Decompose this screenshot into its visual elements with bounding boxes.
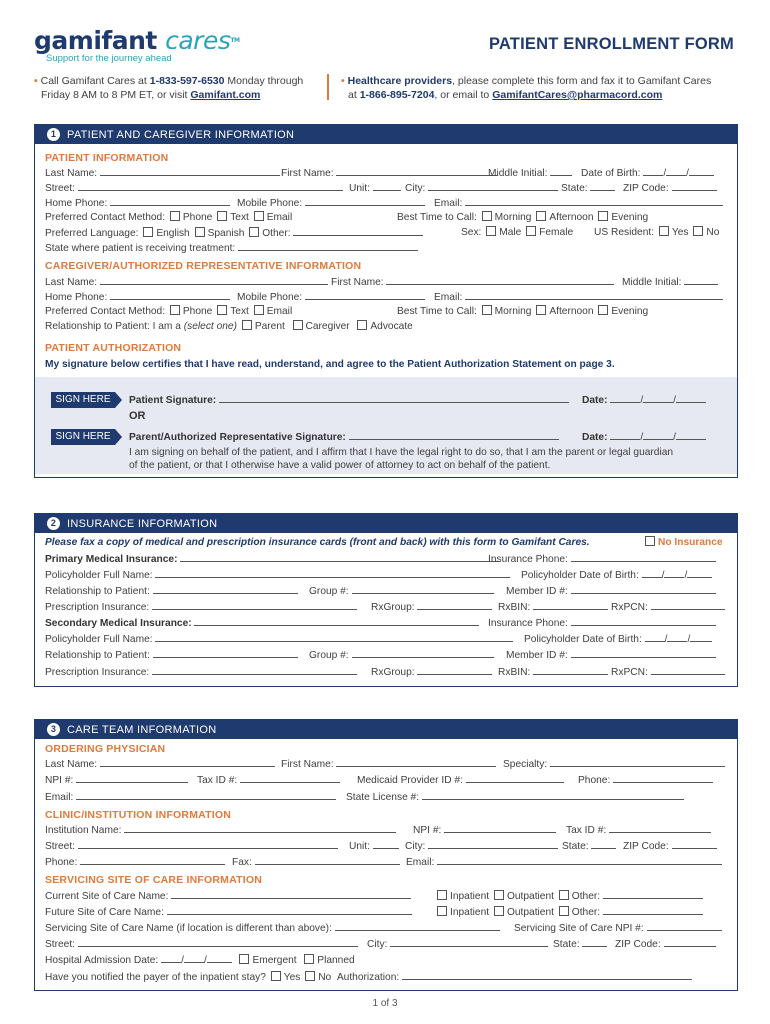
institution-phone-field[interactable]: [80, 855, 225, 865]
cg-contact-phone-checkbox[interactable]: [170, 305, 180, 315]
secondary-medical-row: Secondary Medical Insurance: Insurance Phone:: [45, 616, 727, 630]
caregiver-home-phone-field[interactable]: [110, 290, 230, 300]
patient-sig-month[interactable]: [610, 393, 640, 403]
secondary-rx-insurance-field[interactable]: [152, 665, 357, 675]
physician-email-field[interactable]: [76, 790, 336, 800]
current-site-field[interactable]: [171, 889, 411, 899]
caregiver-first-name-field[interactable]: [386, 275, 614, 285]
primary-policyholder-row: Policyholder Full Name: Policyholder Date of Birth: / /: [45, 568, 727, 582]
future-other-field[interactable]: [603, 905, 703, 915]
primary-rx-row: Prescription Insurance: RxGroup: RxBIN: RxPCN:: [45, 600, 727, 614]
us-resident-no-checkbox[interactable]: [693, 226, 703, 236]
future-site-field[interactable]: [167, 905, 412, 915]
secondary-rxbin-field[interactable]: [533, 665, 608, 675]
physician-name-row: Last Name: First Name: Specialty:: [45, 757, 727, 771]
patient-sig-year[interactable]: [676, 393, 706, 403]
authorization-field[interactable]: [402, 970, 692, 980]
institution-zip-field[interactable]: [672, 839, 717, 849]
institution-npi-field[interactable]: [444, 823, 556, 833]
caregiver-phone-row: Home Phone: Mobile Phone: Email:: [45, 290, 727, 304]
no-insurance-checkbox[interactable]: [645, 536, 655, 546]
signature-band: [35, 377, 737, 474]
physician-first-name-field[interactable]: [336, 757, 496, 767]
physician-tax-id-field[interactable]: [240, 773, 340, 783]
primary-medical-row: Primary Medical Insurance: Insurance Phone:: [45, 552, 727, 566]
primary-rxbin-field[interactable]: [533, 600, 608, 610]
logo-tagline: Support for the journey ahead: [46, 53, 172, 64]
primary-relationship-row: Relationship to Patient: Group #: Member ID #:: [45, 584, 727, 598]
rel-advocate-checkbox[interactable]: [357, 320, 367, 330]
primary-ph-dob-month[interactable]: [642, 568, 662, 578]
future-site-row: Future Site of Care Name: Inpatient Outpatient Other:: [45, 905, 727, 919]
contact-email-checkbox[interactable]: [254, 211, 264, 221]
lang-spanish-checkbox[interactable]: [195, 227, 205, 237]
fax-note-row: Please fax a copy of medical and prescription insurance cards (front and back) with this form to Gamifant Cares. No Insurance: [45, 537, 723, 548]
physician-state-license-field[interactable]: [422, 790, 684, 800]
current-other-checkbox[interactable]: [559, 890, 569, 900]
sign-here-tab-parent: SIGN HERE: [51, 429, 115, 445]
parent-sig-year[interactable]: [676, 430, 706, 440]
secondary-member-id-field[interactable]: [571, 648, 716, 658]
authorization-statement: My signature below certifies that I have read, understand, and agree to the Patient Authorization Statement on page 3.: [45, 359, 615, 370]
patient-phone-row: Home Phone: Mobile Phone: Email:: [45, 196, 727, 210]
payer-notified-yes-checkbox[interactable]: [271, 971, 281, 981]
dob-day[interactable]: [666, 166, 686, 176]
cg-contact-email-checkbox[interactable]: [254, 305, 264, 315]
patient-info-heading: PATIENT INFORMATION: [45, 152, 169, 164]
logo-wordmark: gamifant cares™: [34, 26, 240, 55]
patient-name-row: Last Name: First Name: Middle Initial: Date of Birth: / /: [45, 166, 727, 180]
secondary-ph-dob-year[interactable]: [690, 632, 712, 642]
current-outpatient-checkbox[interactable]: [494, 890, 504, 900]
primary-rxpcn-field[interactable]: [651, 600, 725, 610]
parent-sig-month[interactable]: [610, 430, 640, 440]
emergent-checkbox[interactable]: [239, 954, 249, 964]
call-morning-checkbox[interactable]: [482, 211, 492, 221]
physician-ids-row: NPI #: Tax ID #: Medicaid Provider ID #: Phone:: [45, 773, 727, 787]
caregiver-email-field[interactable]: [465, 290, 723, 300]
section-care-team: [34, 719, 738, 991]
last-name-field[interactable]: [100, 166, 280, 176]
email-link[interactable]: GamifantCares@pharmacord.com: [492, 89, 663, 101]
secondary-medical-field[interactable]: [194, 616, 479, 626]
cg-contact-text-checkbox[interactable]: [217, 305, 227, 315]
treatment-state-field[interactable]: [238, 241, 418, 251]
servicing-site-name-field[interactable]: [335, 921, 500, 931]
dob-year[interactable]: [689, 166, 714, 176]
secondary-ph-dob-day[interactable]: [667, 632, 687, 642]
servicing-address-row: Street: City: State: ZIP Code:: [45, 937, 727, 951]
state-field[interactable]: [590, 181, 615, 191]
planned-checkbox[interactable]: [304, 954, 314, 964]
institution-email-field[interactable]: [437, 855, 722, 865]
admission-day[interactable]: [184, 953, 204, 963]
contact-phone-checkbox[interactable]: [170, 211, 180, 221]
dob-month[interactable]: [643, 166, 663, 176]
contact-text-checkbox[interactable]: [217, 211, 227, 221]
secondary-relationship-field[interactable]: [153, 648, 298, 658]
caregiver-heading: CAREGIVER/AUTHORIZED REPRESENTATIVE INFORMATION: [45, 260, 362, 272]
zip-field[interactable]: [672, 181, 717, 191]
primary-relationship-field[interactable]: [153, 584, 298, 594]
lang-other-checkbox[interactable]: [249, 227, 259, 237]
servicing-zip-field[interactable]: [664, 937, 716, 947]
payer-notified-row: Have you notified the payer of the inpatient stay? Yes No Authorization:: [45, 970, 727, 984]
header-divider: [327, 74, 329, 100]
call-callout: • Call Gamifant Cares at 1-833-597-6530 Monday through Friday 8 AM to 8 PM ET, or visit Gamifant.com: [34, 75, 304, 101]
secondary-rxgroup-field[interactable]: [417, 665, 492, 675]
city-field[interactable]: [428, 181, 558, 191]
institution-tax-id-field[interactable]: [609, 823, 711, 833]
home-phone-field[interactable]: [110, 196, 230, 206]
patient-address-row: Street: Unit: City: State: ZIP Code:: [45, 181, 727, 195]
primary-ph-dob-day[interactable]: [664, 568, 684, 578]
secondary-ph-dob-month[interactable]: [645, 632, 665, 642]
institution-unit-field[interactable]: [373, 839, 399, 849]
hcp-callout: • Healthcare providers, please complete this form and fax it to Gamifant Cares at 1-866-895-7204, or email to GamifantCares@pharmacord.com: [341, 75, 712, 101]
secondary-rx-row: Prescription Insurance: RxGroup: RxBIN: RxPCN:: [45, 665, 727, 679]
servicing-name-row: Servicing Site of Care Name (if location is different than above): Servicing Site of Care NPI #:: [45, 921, 727, 935]
section-patient-caregiver: [34, 124, 738, 478]
secondary-relationship-row: Relationship to Patient: Group #: Member ID #:: [45, 648, 727, 662]
parent-signature-field[interactable]: [349, 430, 559, 440]
gamifant-link[interactable]: Gamifant.com: [190, 89, 261, 101]
institution-phone-row: Phone: Fax: Email:: [45, 855, 727, 869]
primary-rx-insurance-field[interactable]: [152, 600, 357, 610]
future-other-checkbox[interactable]: [559, 906, 569, 916]
unit-field[interactable]: [373, 181, 401, 191]
institution-state-field[interactable]: [591, 839, 616, 849]
sex-female-checkbox[interactable]: [526, 226, 536, 236]
clinic-heading: CLINIC/INSTITUTION INFORMATION: [45, 809, 232, 821]
sex-male-checkbox[interactable]: [486, 226, 496, 236]
cg-call-morning-checkbox[interactable]: [482, 305, 492, 315]
first-name-field[interactable]: [336, 166, 498, 176]
current-inpatient-checkbox[interactable]: [437, 890, 447, 900]
caregiver-relationship-row: Relationship to Patient: I am a (select one) Parent Caregiver Advocate: [45, 321, 413, 332]
section2-header: 2 INSURANCE INFORMATION: [35, 514, 737, 533]
cg-call-evening-checkbox[interactable]: [598, 305, 608, 315]
affirmation-line-1: I am signing on behalf of the patient, and I affirm that I have the legal right to do so, that I am the parent or legal guardian: [129, 447, 674, 458]
institution-street-field[interactable]: [78, 839, 338, 849]
mobile-phone-field[interactable]: [305, 196, 425, 206]
ordering-physician-heading: ORDERING PHYSICIAN: [45, 743, 166, 755]
institution-address-row: Street: Unit: City: State: ZIP Code:: [45, 839, 727, 853]
primary-member-id-field[interactable]: [571, 584, 716, 594]
email-field[interactable]: [465, 196, 723, 206]
secondary-policyholder-field[interactable]: [155, 632, 513, 642]
page-number: 1 of 3: [372, 998, 398, 1009]
servicing-state-field[interactable]: [582, 937, 607, 947]
patient-language-row: Preferred Language: English Spanish Other: Sex: Male Female US Resident: Yes No: [45, 227, 720, 239]
physician-last-name-field[interactable]: [100, 757, 275, 767]
institution-row: Institution Name: NPI #: Tax ID #:: [45, 823, 727, 837]
patient-contact-row: Preferred Contact Method: Phone Text Email Best Time to Call: Morning Afternoon Evening: [45, 212, 649, 223]
form-title: PATIENT ENROLLMENT FORM: [488, 35, 734, 53]
lang-other-field[interactable]: [293, 226, 423, 236]
institution-name-field[interactable]: [124, 823, 396, 833]
caregiver-last-name-field[interactable]: [100, 275, 328, 285]
secondary-policyholder-row: Policyholder Full Name: Policyholder Date of Birth: / /: [45, 632, 727, 646]
street-field[interactable]: [78, 181, 343, 191]
institution-fax-field[interactable]: [255, 855, 400, 865]
primary-insurance-phone-field[interactable]: [571, 552, 716, 562]
servicing-city-field[interactable]: [390, 937, 548, 947]
current-other-field[interactable]: [603, 889, 703, 899]
primary-group-field[interactable]: [352, 584, 494, 594]
hospital-admission-row: Hospital Admission Date: / / Emergent Planned: [45, 955, 355, 966]
affirmation-line-2: of the patient, or that I otherwise have a valid power of attorney to act on behalf of the patient.: [129, 460, 551, 471]
future-inpatient-checkbox[interactable]: [437, 906, 447, 916]
primary-medical-field[interactable]: [180, 552, 500, 562]
patient-sig-day[interactable]: [643, 393, 673, 403]
secondary-group-field[interactable]: [352, 648, 494, 658]
section3-header: 3 CARE TEAM INFORMATION: [35, 720, 737, 739]
lang-english-checkbox[interactable]: [143, 227, 153, 237]
servicing-street-field[interactable]: [78, 937, 358, 947]
servicing-site-npi-field[interactable]: [647, 921, 722, 931]
primary-ph-dob-year[interactable]: [687, 568, 712, 578]
patient-signature-field[interactable]: [219, 393, 569, 403]
secondary-rxpcn-field[interactable]: [651, 665, 725, 675]
caregiver-mobile-phone-field[interactable]: [305, 290, 425, 300]
admission-year[interactable]: [207, 953, 232, 963]
call-evening-checkbox[interactable]: [598, 211, 608, 221]
servicing-site-heading: SERVICING SITE OF CARE INFORMATION: [45, 874, 263, 886]
caregiver-contact-row: Preferred Contact Method: Phone Text Email Best Time to Call: Morning Afternoon Evening: [45, 306, 649, 317]
treatment-state-row: State where patient is receiving treatment:: [45, 241, 727, 255]
parent-sig-day[interactable]: [643, 430, 673, 440]
caregiver-middle-initial-field[interactable]: [684, 275, 718, 285]
physician-npi-field[interactable]: [76, 773, 188, 783]
primary-policyholder-field[interactable]: [155, 568, 510, 578]
future-outpatient-checkbox[interactable]: [494, 906, 504, 916]
institution-city-field[interactable]: [428, 839, 558, 849]
section-insurance: [34, 513, 738, 687]
physician-email-row: Email: State License #:: [45, 790, 727, 804]
rel-caregiver-checkbox[interactable]: [293, 320, 303, 330]
primary-rxgroup-field[interactable]: [417, 600, 492, 610]
physician-phone-field[interactable]: [613, 773, 713, 783]
payer-notified-no-checkbox[interactable]: [305, 971, 315, 981]
us-resident-yes-checkbox[interactable]: [659, 226, 669, 236]
parent-signature-row: Parent/Authorized Representative Signature: Date: / /: [129, 430, 727, 444]
physician-specialty-field[interactable]: [550, 757, 725, 767]
patient-signature-row: Patient Signature: Date: / /: [129, 393, 727, 407]
rel-parent-checkbox[interactable]: [242, 320, 252, 330]
admission-month[interactable]: [161, 953, 181, 963]
secondary-insurance-phone-field[interactable]: [571, 616, 716, 626]
authorization-heading: PATIENT AUTHORIZATION: [45, 342, 182, 354]
cg-call-afternoon-checkbox[interactable]: [536, 305, 546, 315]
current-site-row: Current Site of Care Name: Inpatient Outpatient Other:: [45, 889, 727, 903]
sign-here-tab-patient: SIGN HERE: [51, 392, 115, 408]
or-divider: OR: [129, 410, 146, 422]
gamifant-cares-logo: [34, 28, 239, 64]
middle-initial-field[interactable]: [550, 166, 572, 176]
call-afternoon-checkbox[interactable]: [536, 211, 546, 221]
physician-medicaid-id-field[interactable]: [466, 773, 564, 783]
section1-header: 1 PATIENT AND CAREGIVER INFORMATION: [35, 125, 737, 144]
caregiver-name-row: Last Name: First Name: Middle Initial:: [45, 275, 727, 289]
